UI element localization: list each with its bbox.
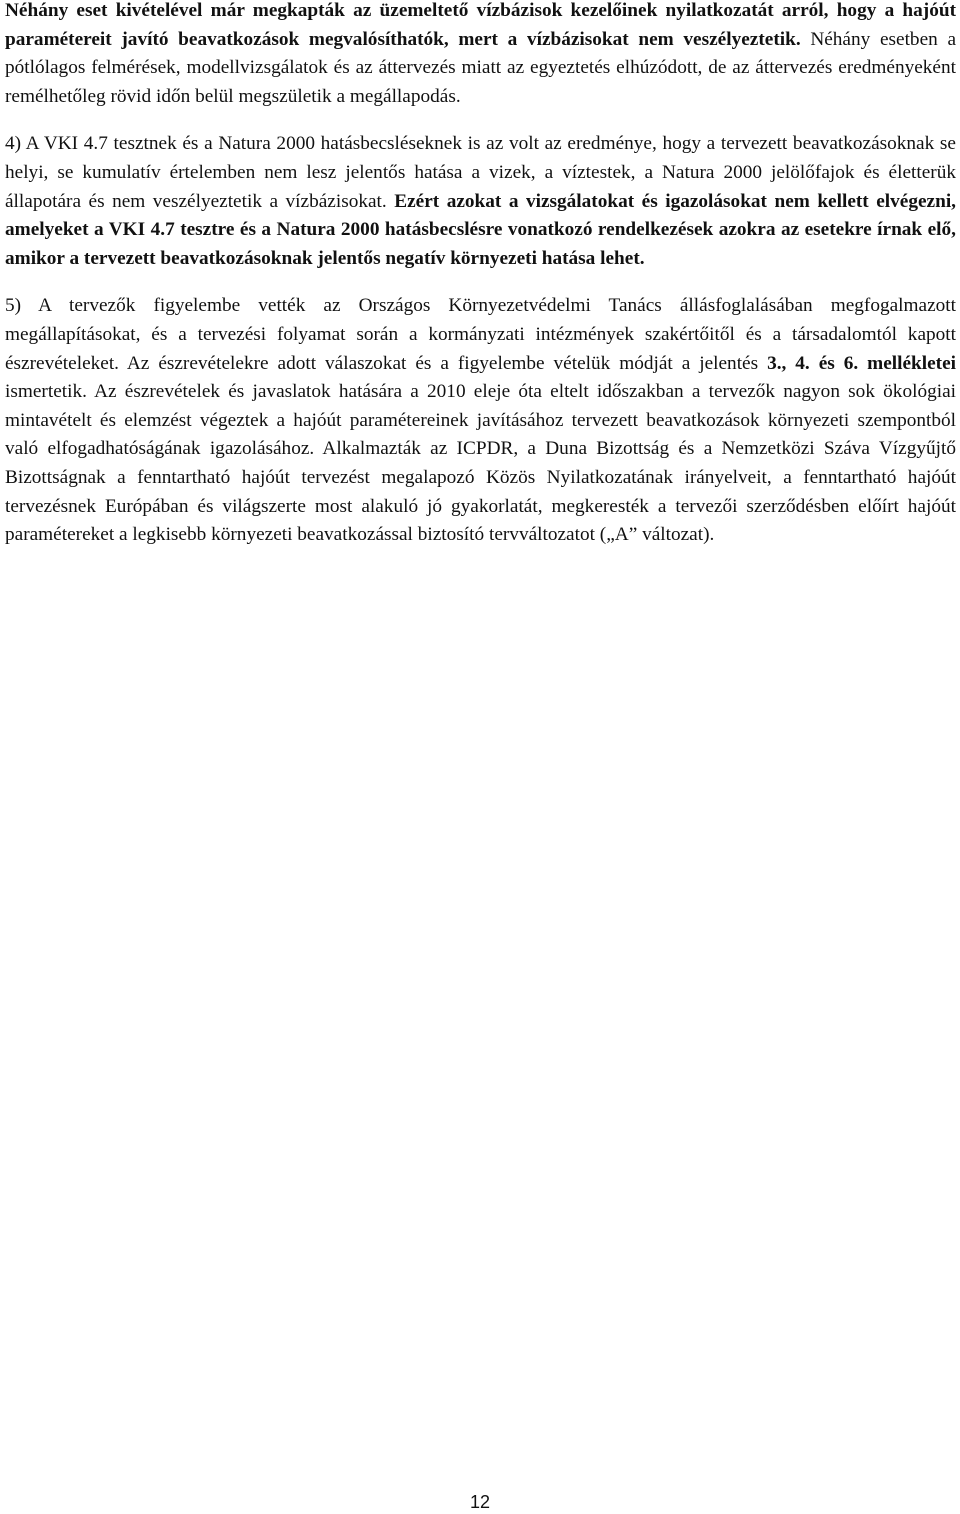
paragraph-3-text-3 (858, 353, 867, 374)
page-number: 12 (469, 1492, 491, 1512)
paragraph-2-text: 4) A VKI 4.7 tesztnek és a Natura 2000 hatásbecsléseknek is az volt az eredménye, hogy a tervezett beavatkozásoknak se helyi, se kumulatív értelemben nem lesz jelentős hatása a vizek, a víztestek, a Natura 2000 jelölőfajok és életterük állapotára és nem veszélyeztetik a vízbázisokat. (5, 133, 956, 212)
document-page (5, 0, 956, 550)
annex-reference-6: és 6. (818, 352, 859, 374)
paragraph-3-text-4: ismertetik. Az észrevételek és javaslatok hatására a 2010 eleje óta eltelt időszakban a tervezők nagyon sok ökológiai mintavételt és elemzést végeztek a hajóút paramétereinek javításához tervezett beavatkozások környezeti szempontból való elfogadhatóságának igazolásához. Alkalmazták az ICPDR, a Duna Bizottság és a Nemzetközi Száva Vízgyűjtő Bizottságnak a fenntartható hajóút tervezést megalapozó Közös Nyilatkozatának irányelveit, a fenntartható hajóút tervezésnek Európában és világszerte most alakuló jó gyakorlatát, megkeresték a tervezői szerződésben előírt hajóút paramétereket a legkisebb környezeti beavatkozással biztosító tervváltozatot („A” változat). (5, 381, 956, 546)
paragraph-vki-natura (5, 130, 956, 273)
paragraph-1-bold-text: Néhány eset kivételével már megkapták az üzemeltető vízbázisok kezelőinek nyilatkozatát arról, hogy a hajóút paramétereit javító beavatkozások megvalósíthatók, mert a vízbázisokat nem veszélyeztetik. (5, 0, 956, 50)
paragraph-3-text-1: 5) A tervezők figyelembe vették az Országos Környezetvédelmi Tanács állásfoglalásában megfogalmazott megállapításokat, és a tervezési folyamat során a kormányzati intézmények szakértőitől és a társadalomtól kapott észrevételeket. Az észrevételekre adott válaszokat és a figyelembe vételük módját a jelentés (5, 295, 956, 374)
paragraph-water-bases (5, 0, 956, 111)
paragraph-designers (5, 292, 956, 549)
paragraph-1-text: Néhány esetben a pótlólagos felmérések, modellvizsgálatok és az áttervezés miatt az egyeztetés elhúzódott, de az áttervezés eredményeként remélhetőleg rövid időn belül megszületik a megállapodás. (5, 28, 956, 107)
paragraph-2-bold-text: Ezért azokat a vizsgálatokat és igazolásokat nem kellett elvégezni, amelyeket a VKI 4.7 tesztre és a Natura 2000 hatásbecslésre vonatkozó rendelkezések azokra az esetekre írnak elő, amikor a tervezett beavatkozásoknak jelentős negatív környezeti hatása lehet. (5, 190, 957, 269)
annex-reference-3-4: 3., 4. (767, 352, 810, 374)
annexes-word: mellékletei (867, 352, 957, 374)
paragraph-3-text-2 (810, 353, 819, 374)
